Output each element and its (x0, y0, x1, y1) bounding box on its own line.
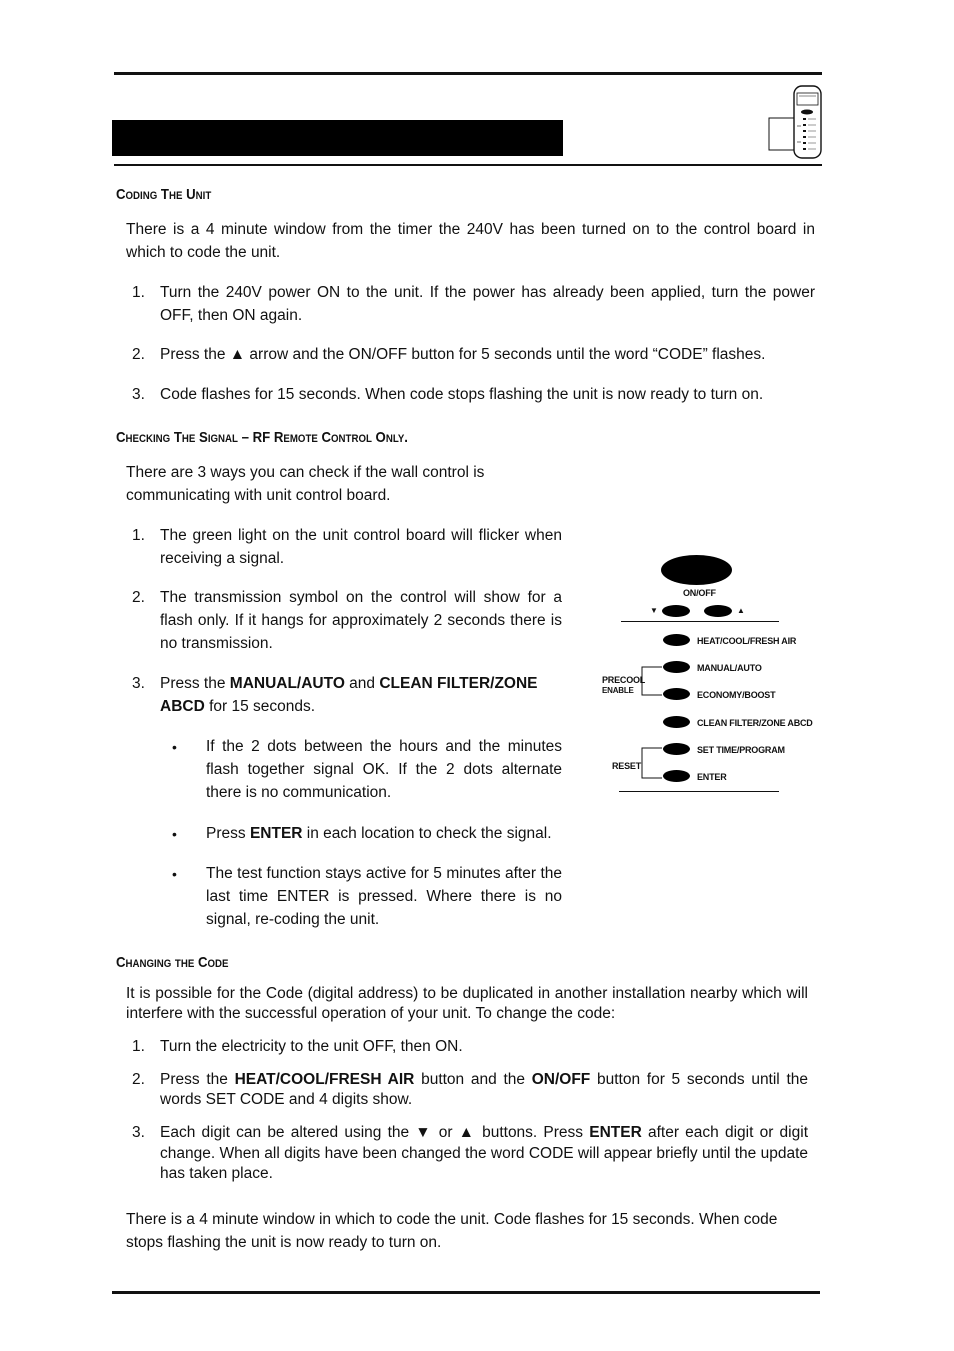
checking-step-text: The transmission symbol on the control will show for a flash only. If it hangs for approximately 2 seconds there is no transmission. (160, 589, 562, 652)
diagram-divider-top (621, 621, 779, 622)
on-off-button-shape (661, 555, 732, 585)
coding-step-text: Turn the 240V power ON to the unit. If the power has already been applied, turn the power OFF, then ON again. (160, 284, 815, 324)
precool-label: PRECOOL (602, 675, 646, 685)
set-time-label: SET TIME/PROGRAM (697, 745, 785, 755)
header-top-rule (114, 72, 822, 75)
coding-step-number: 1. (132, 284, 145, 301)
checking-intro: There are 3 ways you can check if the wall control is communicating with unit control board. (126, 464, 485, 504)
economy-boost-button-shape (663, 688, 690, 700)
checking-step-number: 2. (132, 589, 145, 606)
changing-step-text: Each digit can be altered using the ▼ or ▲ buttons. Press ENTER after each digit or digit change. When all digits have been changed the word CODE will appear briefly until the update has taken place. (160, 1124, 808, 1182)
section-heading-changing: Changing the Code (116, 954, 229, 971)
reset-label: RESET (612, 761, 642, 771)
enable-label: ENABLE (602, 686, 634, 695)
down-button-shape (662, 605, 690, 617)
checking-step-text: The green light on the unit control board will flicker when receiving a signal. (160, 527, 562, 567)
economy-boost-label: ECONOMY/BOOST (697, 690, 776, 700)
enter-button-shape (663, 770, 690, 782)
changing-intro: It is possible for the Code (digital address) to be duplicated in another installation nearby which will interfere with the successful operation of your unit. To change the code: (126, 985, 808, 1022)
up-arrow-icon: ▲ (737, 606, 745, 615)
checking-step-number: 3. (132, 675, 145, 692)
up-button-shape (704, 605, 732, 617)
changing-step-number: 1. (132, 1038, 145, 1055)
down-arrow-icon: ▼ (650, 606, 658, 615)
coding-step-text: Code flashes for 15 seconds. When code stops flashing the unit is now ready to turn on. (160, 386, 764, 403)
changing-closing: There is a 4 minute window in which to code the unit. Code flashes for 15 seconds. When code stops flashing the unit is now ready to turn on. (126, 1211, 778, 1251)
checking-bullet-text: Press ENTER in each location to check the signal. (206, 825, 552, 842)
precool-bracket (640, 665, 664, 697)
remote-control-icon (768, 84, 824, 160)
manual-auto-button-shape (663, 661, 690, 673)
coding-step-number: 3. (132, 386, 145, 403)
reset-bracket (640, 746, 664, 780)
diagram-divider-bottom (619, 791, 779, 792)
footer-rule (112, 1291, 820, 1294)
coding-step-number: 2. (132, 346, 145, 363)
checking-bullet-text: If the 2 dots between the hours and the minutes flash together signal OK. If the 2 dots alternate there is no communication. (206, 738, 562, 801)
changing-step-text: Press the HEAT/COOL/FRESH AIR button and the ON/OFF button for 5 seconds until the words SET CODE and 4 digits show. (160, 1071, 809, 1108)
checking-bullet-text: The test function stays active for 5 minutes after the last time ENTER is pressed. Where there is no signal, re-coding the unit. (206, 865, 562, 928)
heat-cool-button-shape (663, 634, 690, 646)
on-off-label: ON/OFF (683, 588, 716, 598)
changing-step-text: Turn the electricity to the unit OFF, then ON. (160, 1038, 463, 1055)
header-title-bar (112, 120, 563, 156)
coding-intro: There is a 4 minute window from the timer the 240V has been turned on to the control board in which to code the unit. (126, 221, 815, 261)
clean-filter-label: CLEAN FILTER/ZONE ABCD (697, 718, 813, 728)
bullet-icon: • (172, 866, 177, 882)
heat-cool-label: HEAT/COOL/FRESH AIR (697, 636, 797, 646)
header-bottom-rule (114, 164, 822, 166)
checking-step-number: 1. (132, 527, 145, 544)
set-time-button-shape (663, 743, 690, 755)
section-heading-checking: Checking The Signal – RF Remote Control Only. (116, 429, 408, 446)
bullet-icon: • (172, 826, 177, 842)
clean-filter-button-shape (663, 716, 690, 728)
manual-auto-label: MANUAL/AUTO (697, 663, 762, 673)
bullet-icon: • (172, 739, 177, 755)
coding-step-text: Press the ▲ arrow and the ON/OFF button for 5 seconds until the word “CODE” flashes. (160, 346, 766, 363)
section-heading-coding: Coding The Unit (116, 186, 212, 203)
checking-step-text: Press the MANUAL/AUTO and CLEAN FILTER/ZONE ABCD for 15 seconds. (160, 675, 538, 715)
changing-step-number: 3. (132, 1124, 145, 1141)
enter-label: ENTER (697, 772, 727, 782)
changing-step-number: 2. (132, 1071, 145, 1088)
